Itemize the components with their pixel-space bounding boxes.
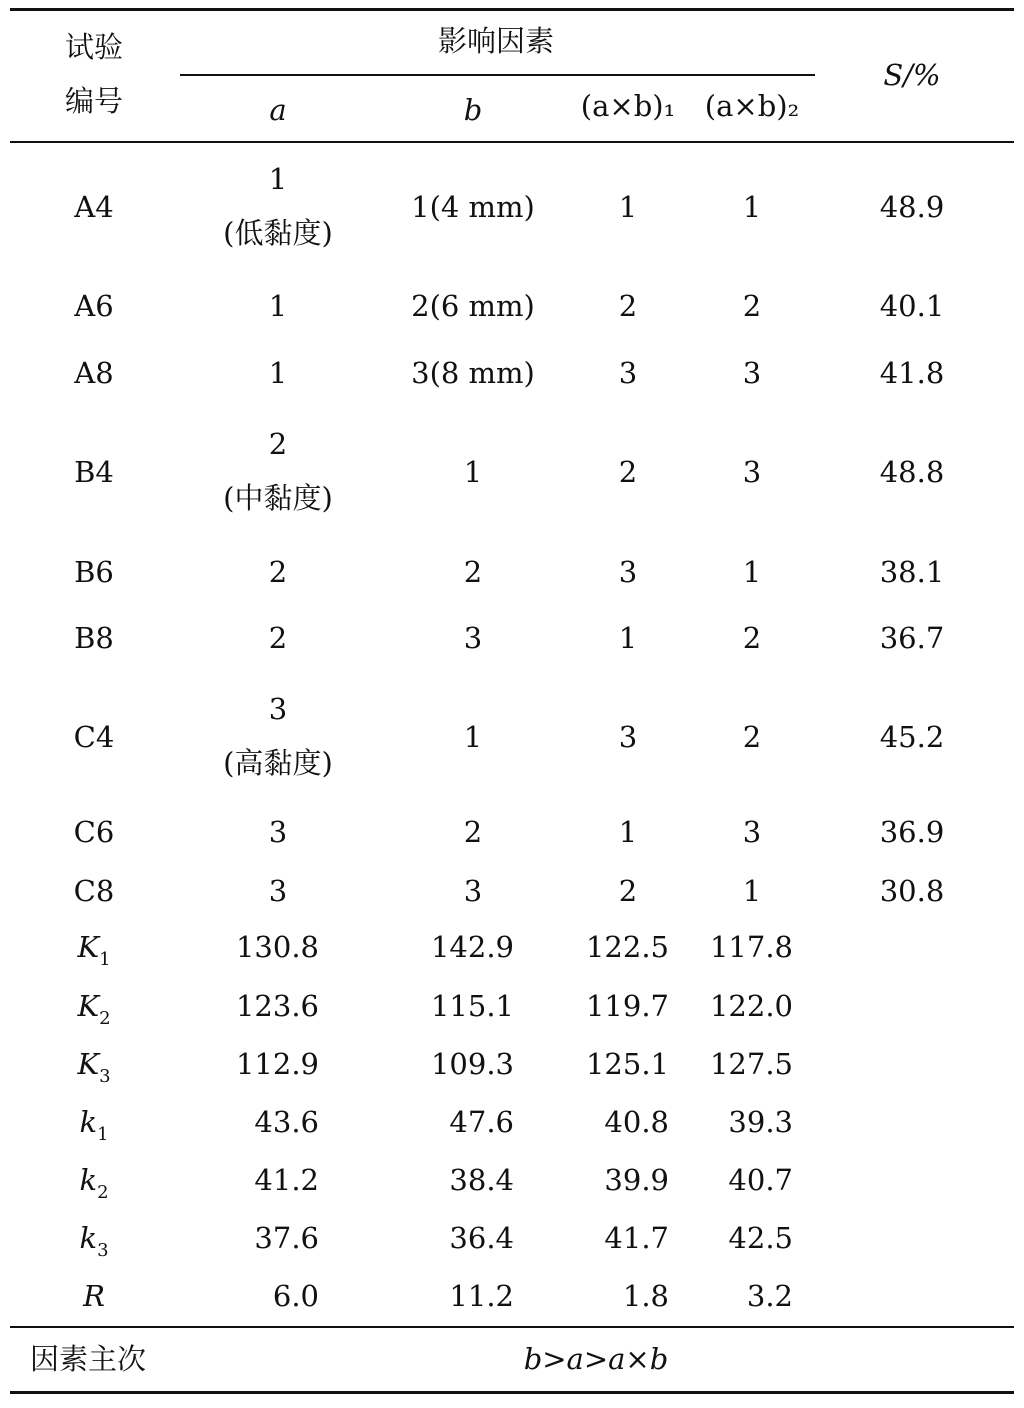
row-b-level: 3 — [463, 621, 483, 655]
group-underline — [180, 74, 815, 76]
stat-ab1-value: 39.9 — [604, 1163, 669, 1197]
stat-subscript: 3 — [99, 1066, 111, 1087]
stat-b-value: 38.4 — [449, 1163, 514, 1197]
row-id: C4 — [73, 720, 115, 754]
stat-label — [79, 1221, 109, 1261]
footer-label: 因素主次 — [30, 1342, 147, 1376]
row-a-level: 2 — [268, 555, 288, 589]
row-ab1-level: 1 — [618, 815, 638, 849]
row-a-level: 2 — [268, 427, 288, 461]
stat-a-value: 130.8 — [235, 930, 319, 964]
row-s-value: 45.2 — [879, 720, 945, 754]
stat-b-value: 11.2 — [449, 1279, 514, 1313]
stat-ab2-value: 39.3 — [728, 1105, 793, 1139]
stat-b-value: 142.9 — [430, 930, 514, 964]
stat-subscript: 3 — [97, 1240, 109, 1261]
row-a-level: 3 — [268, 692, 288, 726]
row-ab1-level: 3 — [618, 720, 638, 754]
stat-a-value: 123.6 — [235, 989, 319, 1023]
stat-b-value: 109.3 — [430, 1047, 514, 1081]
header-group-title: 影响因素 — [437, 24, 555, 58]
stat-ab1-value: 119.7 — [585, 989, 669, 1023]
stat-label — [83, 1279, 105, 1313]
header-col-ab2: (a×b)₂ — [704, 89, 800, 123]
row-id: B6 — [74, 555, 114, 589]
row-ab1-level: 2 — [618, 874, 638, 908]
bottom-rule — [10, 1391, 1014, 1394]
row-id: A4 — [74, 190, 114, 224]
row-a-note: (中黏度) — [223, 481, 333, 515]
row-ab1-level: 2 — [618, 455, 638, 489]
row-ab1-level: 3 — [618, 555, 638, 589]
row-ab2-level: 1 — [742, 190, 762, 224]
row-a-level: 3 — [268, 874, 288, 908]
header-rule — [10, 141, 1014, 143]
row-b-level: 3 — [463, 874, 483, 908]
row-b-level: 3(8 mm) — [411, 356, 535, 390]
row-a-level: 1 — [268, 162, 288, 196]
row-id: B4 — [74, 455, 114, 489]
header-col-b: b — [463, 93, 483, 127]
stat-ab2-value: 3.2 — [746, 1279, 793, 1313]
row-b-level: 1(4 mm) — [411, 190, 535, 224]
row-a-level: 3 — [268, 815, 288, 849]
row-a-level: 1 — [268, 356, 288, 390]
row-id: A8 — [74, 356, 114, 390]
stat-b-value: 47.6 — [449, 1105, 514, 1139]
row-ab2-level: 3 — [742, 356, 762, 390]
row-a-note: (低黏度) — [223, 216, 333, 250]
row-s-value: 38.1 — [879, 555, 945, 589]
stat-symbol: K — [77, 1047, 100, 1081]
row-id: B8 — [74, 621, 114, 655]
row-ab2-level: 2 — [742, 621, 762, 655]
header-col-a: a — [269, 93, 287, 127]
stat-ab1-value: 122.5 — [585, 930, 669, 964]
stat-symbol: k — [79, 1163, 98, 1197]
row-s-value: 41.8 — [879, 356, 945, 390]
row-b-level: 2 — [463, 815, 483, 849]
footer-value: b>a>a×b — [523, 1342, 669, 1376]
stat-ab2-value: 40.7 — [728, 1163, 793, 1197]
stat-a-value: 37.6 — [254, 1221, 319, 1255]
row-s-value: 36.9 — [879, 815, 945, 849]
row-ab1-level: 1 — [618, 621, 638, 655]
row-id: A6 — [74, 289, 114, 323]
stat-a-value: 41.2 — [254, 1163, 319, 1197]
stat-subscript: 2 — [99, 1008, 111, 1029]
stat-ab1-value: 40.8 — [604, 1105, 669, 1139]
row-s-value: 48.8 — [879, 455, 945, 489]
row-b-level: 2 — [463, 555, 483, 589]
row-s-value: 36.7 — [879, 621, 945, 655]
stat-b-value: 115.1 — [430, 989, 514, 1023]
stat-ab1-value: 1.8 — [622, 1279, 669, 1313]
row-id: C6 — [73, 815, 115, 849]
row-b-level: 1 — [463, 720, 483, 754]
row-ab2-level: 1 — [742, 874, 762, 908]
row-b-level: 1 — [463, 455, 483, 489]
stat-label — [79, 1163, 109, 1203]
stat-ab1-value: 41.7 — [604, 1221, 669, 1255]
header-col-s: S/% — [883, 58, 941, 92]
row-b-level: 2(6 mm) — [411, 289, 535, 323]
stat-symbol: k — [79, 1221, 98, 1255]
footer-rule — [10, 1326, 1014, 1328]
header-id-line1: 试验 — [64, 30, 124, 64]
row-a-note: (高黏度) — [223, 746, 333, 780]
row-ab1-level: 1 — [618, 190, 638, 224]
row-s-value: 30.8 — [879, 874, 945, 908]
row-ab2-level: 2 — [742, 720, 762, 754]
header-id-line2: 编号 — [64, 84, 124, 118]
row-ab1-level: 3 — [618, 356, 638, 390]
stat-a-value: 43.6 — [254, 1105, 319, 1139]
row-s-value: 48.9 — [879, 190, 945, 224]
stat-b-value: 36.4 — [449, 1221, 514, 1255]
header-col-ab1: (a×b)₁ — [580, 89, 676, 123]
stat-subscript: 1 — [97, 1124, 109, 1145]
stat-label — [77, 1047, 111, 1087]
stat-a-value: 6.0 — [272, 1279, 319, 1313]
stat-subscript: 1 — [99, 949, 111, 970]
top-rule — [10, 8, 1014, 11]
row-a-level: 1 — [268, 289, 288, 323]
stat-subscript: 2 — [97, 1182, 109, 1203]
stat-symbol: R — [83, 1279, 105, 1313]
stat-ab2-value: 117.8 — [709, 930, 793, 964]
stat-symbol: k — [79, 1105, 98, 1139]
stat-ab2-value: 127.5 — [709, 1047, 793, 1081]
stat-a-value: 112.9 — [235, 1047, 319, 1081]
stat-ab2-value: 122.0 — [709, 989, 793, 1023]
row-id: C8 — [73, 874, 115, 908]
stat-label — [77, 930, 111, 970]
row-ab2-level: 1 — [742, 555, 762, 589]
stat-label — [79, 1105, 109, 1145]
stat-ab1-value: 125.1 — [585, 1047, 669, 1081]
row-ab1-level: 2 — [618, 289, 638, 323]
stat-ab2-value: 42.5 — [728, 1221, 793, 1255]
row-a-level: 2 — [268, 621, 288, 655]
stat-symbol: K — [77, 989, 100, 1023]
stat-symbol: K — [77, 930, 100, 964]
row-ab2-level: 3 — [742, 815, 762, 849]
row-ab2-level: 2 — [742, 289, 762, 323]
stat-label — [77, 989, 111, 1029]
row-s-value: 40.1 — [879, 289, 945, 323]
row-ab2-level: 3 — [742, 455, 762, 489]
